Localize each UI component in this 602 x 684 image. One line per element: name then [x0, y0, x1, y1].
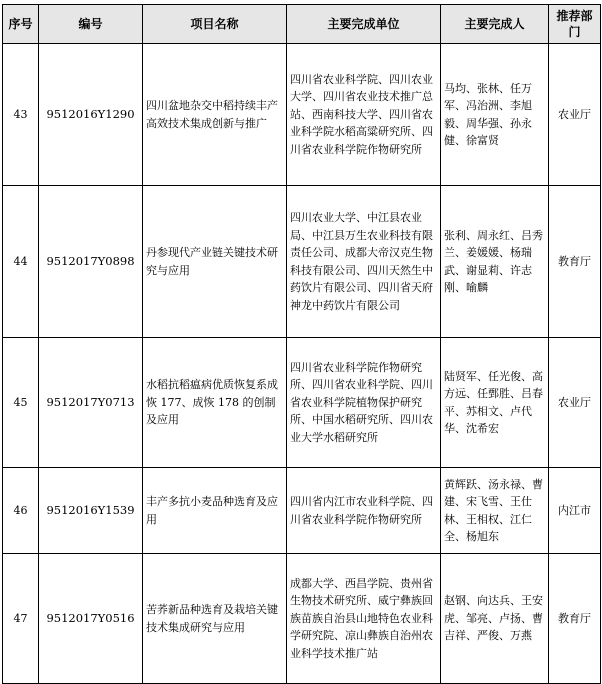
- cell-units: [287, 44, 441, 186]
- header-units: 主要完成单位: [287, 5, 441, 44]
- cell-code: 9512016Y1539: [39, 468, 143, 554]
- people-text: 陆贤军、任光俊、高方远、任鄄胜、吕春平、苏相文、卢代华、沈希宏: [444, 369, 543, 435]
- header-no: 序号: [3, 5, 39, 44]
- people-text: 黄辉跃、汤永禄、曹建、宋飞雪、王仕林、王相权、江仁全、杨旭东: [444, 477, 543, 543]
- table-row: [3, 338, 601, 468]
- people-text: 马均、张林、任万军、冯治洲、李旭毅、周华强、孙永健、徐富贤: [444, 81, 532, 147]
- cell-dept: 教育厅: [549, 186, 601, 338]
- cell-dept: 教育厅: [549, 554, 601, 684]
- project-name-text: 丹参现代产业链关键技术研究与应用: [146, 246, 278, 277]
- cell-project-name: [143, 338, 287, 468]
- project-name-text: 丰产多抗小麦品种选育及应用: [146, 495, 278, 526]
- cell-people: [441, 554, 549, 684]
- cell-project-name: [143, 554, 287, 684]
- project-name-text: 苦荞新品种选育及栽培关键技术集成研究与应用: [146, 603, 278, 634]
- units-text: 四川省内江市农业科学院、四川省农业科学院作物研究所: [290, 495, 433, 526]
- cell-code: 9512016Y1290: [39, 44, 143, 186]
- cell-project-name: [143, 186, 287, 338]
- cell-units: [287, 554, 441, 684]
- cell-no: 47: [3, 554, 39, 684]
- project-name-text: 水稻抗稻瘟病优质恢复系成恢 177、成恢 178 的创制及应用: [146, 378, 278, 427]
- cell-no: 45: [3, 338, 39, 468]
- units-text: 四川农业大学、中江县农业局、中江县万生农业科技有限责任公司、成都大帝汉克生物科技有限公司、四川天然生中药饮片有限公司、四川省天府神龙中药饮片有限公司: [290, 211, 433, 312]
- cell-people: [441, 186, 549, 338]
- cell-code: 9512017Y0516: [39, 554, 143, 684]
- cell-units: [287, 338, 441, 468]
- units-text: 成都大学、西昌学院、贵州省生物技术研究所、威宁彝族回族苗族自治县山地特色农业科学研究院、凉山彝族自治州农业科学技术推广站: [290, 576, 433, 660]
- header-people: 主要完成人: [441, 5, 549, 44]
- cell-dept: 农业厅: [549, 44, 601, 186]
- cell-no: 43: [3, 44, 39, 186]
- people-text: 张利、周永红、吕秀兰、姜媛媛、杨瑞武、谢显莉、许志刚、喻麟: [444, 228, 543, 294]
- cell-no: 46: [3, 468, 39, 554]
- header-project-name: 项目名称: [143, 5, 287, 44]
- table-row: [3, 468, 601, 554]
- table-row: [3, 554, 601, 684]
- table-row: [3, 186, 601, 338]
- cell-code: 9512017Y0898: [39, 186, 143, 338]
- cell-units: [287, 468, 441, 554]
- cell-people: [441, 44, 549, 186]
- header-dept: 推荐部门: [549, 5, 601, 44]
- cell-people: [441, 468, 549, 554]
- cell-units: [287, 186, 441, 338]
- project-name-text: 四川盆地杂交中稻持续丰产高效技术集成创新与推广: [146, 99, 278, 130]
- header-code: 编号: [39, 5, 143, 44]
- people-text: 赵钢、向达兵、王安虎、邹亮、卢扬、曹吉祥、严俊、万燕: [444, 594, 543, 643]
- cell-dept: 农业厅: [549, 338, 601, 468]
- units-text: 四川省农业科学院、四川农业大学、四川省农业技术推广总站、西南科技大学、四川省农业科学院水稻高粱研究所、四川省农业科学院作物研究所: [290, 72, 433, 156]
- table-row: [3, 44, 601, 186]
- cell-people: [441, 338, 549, 468]
- cell-project-name: [143, 44, 287, 186]
- awards-table: [2, 4, 601, 684]
- cell-dept: 内江市: [549, 468, 601, 554]
- header-row: [3, 5, 601, 44]
- cell-no: 44: [3, 186, 39, 338]
- cell-code: 9512017Y0713: [39, 338, 143, 468]
- units-text: 四川省农业科学院作物研究所、四川省农业科学院、四川省农业科学院植物保护研究所、中国水稻研究所、四川农业大学水稻研究所: [290, 360, 433, 444]
- cell-project-name: [143, 468, 287, 554]
